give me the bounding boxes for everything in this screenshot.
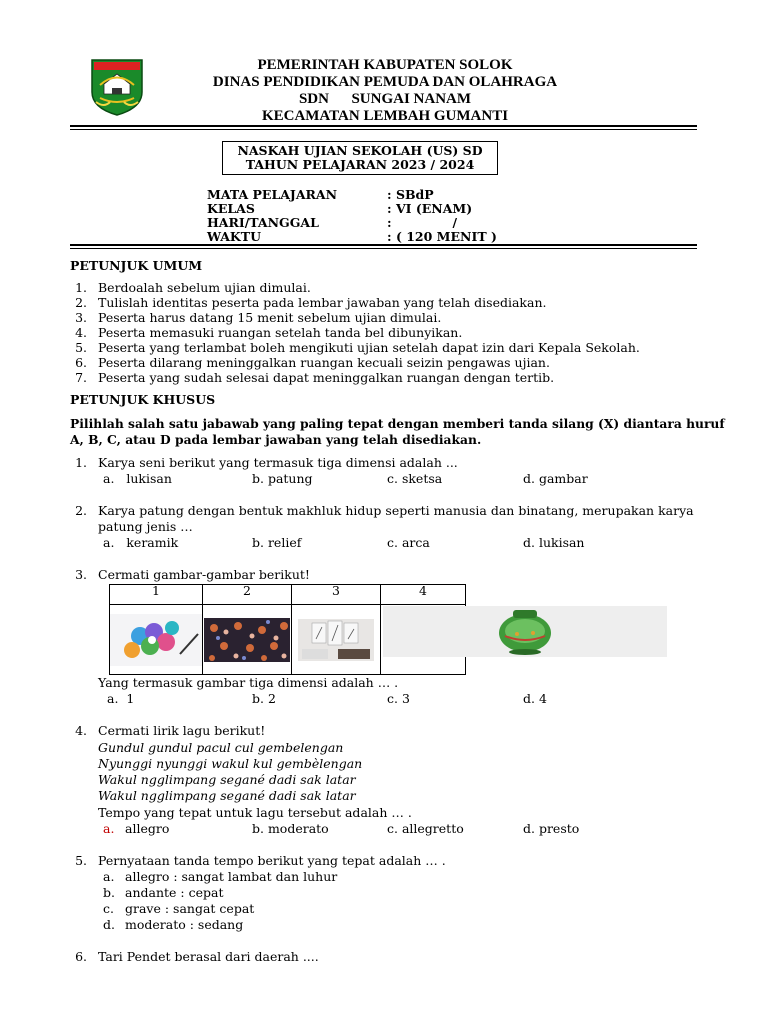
- q3-question: Yang termasuk gambar tiga dimensi adalah … .: [98, 675, 399, 690]
- umum-item-7: Peserta yang sudah selesai dapat meninggalkan ruangan dengan tertib.: [98, 370, 555, 385]
- q4-lyric-line-3: Wakul ngglimpang segané dadi sak latar: [98, 772, 356, 787]
- q4-option-c: c. allegretto: [387, 821, 464, 836]
- q3-col-header-3: 3: [292, 585, 381, 605]
- umum-num-6: 6.: [75, 355, 87, 370]
- q4-text: Cermati lirik lagu berikut!: [98, 723, 266, 738]
- header-line-2: DINAS PENDIDIKAN PEMUDA DAN OLAHRAGA: [212, 74, 558, 90]
- q4-question: Tempo yang tepat untuk lagu tersebut adalah … .: [98, 805, 412, 820]
- q6-text: Tari Pendet berasal dari daerah ....: [98, 949, 319, 964]
- q4-option-a-text: allegro: [125, 821, 170, 836]
- room-wall-painting-image: [298, 619, 374, 661]
- umum-num-3: 3.: [75, 310, 87, 325]
- q3-text: Cermati gambar-gambar berikut!: [98, 567, 310, 582]
- umum-item-6: Peserta dilarang meninggalkan ruangan kecuali seizin pengawas ujian.: [98, 355, 550, 370]
- q4-lyric-line-1: Gundul gundul pacul cul gembelengan: [98, 740, 344, 755]
- q3-image-cell-1: [110, 605, 203, 675]
- flower-painting-image: [110, 614, 202, 666]
- info-label-date: HARI/TANGGAL: [207, 215, 319, 230]
- school-prefix: SDN: [298, 91, 329, 107]
- q5-option-a-letter: a.: [103, 869, 115, 884]
- exam-title-line-1: NASKAH UJIAN SEKOLAH (US) SD: [237, 143, 483, 158]
- info-value-date: : /: [387, 215, 458, 230]
- q6-number: 6.: [75, 949, 87, 964]
- school-name: SUNGAI NANAM: [351, 91, 472, 107]
- header-rule-thin: [70, 129, 697, 130]
- header-line-3: [140, 91, 630, 108]
- q1-option-d: d. gambar: [523, 471, 588, 486]
- exam-title-line-2: TAHUN PELAJARAN 2023 / 2024: [245, 157, 475, 172]
- info-label-class: KELAS: [207, 201, 255, 216]
- q3-option-b: b. 2: [252, 691, 276, 706]
- info-label-subject: MATA PELAJARAN: [207, 187, 338, 202]
- q2-number: 2.: [75, 503, 87, 518]
- q3-option-d: d. 4: [523, 691, 547, 706]
- q1-option-b: b. patung: [252, 471, 313, 486]
- batik-pattern-image: [204, 618, 290, 662]
- q5-option-d-text: moderato : sedang: [125, 917, 244, 932]
- info-rule-thick: [70, 244, 697, 246]
- q3-number: 3.: [75, 567, 87, 582]
- q3-image-cell-2: [203, 605, 292, 675]
- info-rule-thin: [70, 248, 697, 249]
- exam-title-box: [222, 141, 498, 175]
- q5-option-c-letter: c.: [103, 901, 114, 916]
- khusus-instruction-line-1: Pilihlah salah satu jabawab yang paling tepat dengan memberi tanda silang (X) diantara huruf: [70, 416, 725, 431]
- q1-number: 1.: [75, 455, 87, 470]
- umum-num-2: 2.: [75, 295, 87, 310]
- section-title-umum: PETUNJUK UMUM: [70, 258, 203, 273]
- umum-item-1: Berdoalah sebelum ujian dimulai.: [98, 280, 311, 295]
- kabupaten-solok-logo: [90, 58, 144, 116]
- umum-item-3: Peserta harus datang 15 menit sebelum ujian dimulai.: [98, 310, 442, 325]
- info-value-time: : ( 120 MENIT ): [387, 229, 497, 244]
- header-rule-thick: [70, 125, 697, 127]
- q3-col-header-2: 2: [203, 585, 292, 605]
- info-value-subject: : SBdP: [387, 187, 434, 202]
- umum-num-4: 4.: [75, 325, 87, 340]
- q4-lyric-line-2: Nyunggi nyunggi wakul kul gembèlengan: [98, 756, 363, 771]
- q4-lyric-line-4: Wakul ngglimpang segané dadi sak latar: [98, 788, 356, 803]
- q5-option-b-text: andante : cepat: [125, 885, 224, 900]
- q3-option-c: c. 3: [387, 691, 410, 706]
- info-value-class: : VI (ENAM): [387, 201, 473, 216]
- header-line-1: PEMERINTAH KABUPATEN SOLOK: [257, 57, 513, 73]
- umum-num-5: 5.: [75, 340, 87, 355]
- q2-text-line-2: patung jenis …: [98, 519, 193, 534]
- q3-col-header-4: 4: [381, 585, 466, 605]
- q5-option-b-letter: b.: [103, 885, 115, 900]
- q5-number: 5.: [75, 853, 87, 868]
- q1-option-c: c. sketsa: [387, 471, 443, 486]
- q4-option-d: d. presto: [523, 821, 580, 836]
- q5-option-d-letter: d.: [103, 917, 115, 932]
- khusus-instruction-line-2: A, B, C, atau D pada lembar jawaban yang telah disediakan.: [70, 432, 482, 447]
- umum-num-7: 7.: [75, 370, 87, 385]
- q3-col-header-1: 1: [110, 585, 203, 605]
- q5-option-a-text: allegro : sangat lambat dan luhur: [125, 869, 338, 884]
- q4-number: 4.: [75, 723, 87, 738]
- vase-image-panel: [383, 606, 667, 657]
- green-vase-image: [383, 606, 667, 657]
- umum-item-2: Tulislah identitas peserta pada lembar jawaban yang telah disediakan.: [98, 295, 547, 310]
- umum-item-5: Peserta yang terlambat boleh mengikuti ujian setelah dapat izin dari Kepala Sekolah.: [98, 340, 640, 355]
- q4-option-a-letter: a.: [103, 821, 115, 836]
- q5-option-c-text: grave : sangat cepat: [125, 901, 255, 916]
- q5-text: Pernyataan tanda tempo berikut yang tepat adalah … .: [98, 853, 446, 868]
- q2-option-a: a. keramik: [103, 535, 179, 550]
- q2-text-line-1: Karya patung dengan bentuk makhluk hidup seperti manusia dan binatang, merupakan karya: [98, 503, 694, 518]
- q2-option-b: b. relief: [252, 535, 302, 550]
- q3-option-a: a. 1: [107, 691, 135, 706]
- q1-option-a: a. lukisan: [103, 471, 172, 486]
- info-label-time: WAKTU: [207, 229, 262, 244]
- q1-text: Karya seni berikut yang termasuk tiga dimensi adalah ...: [98, 455, 458, 470]
- q2-option-c: c. arca: [387, 535, 430, 550]
- umum-num-1: 1.: [75, 280, 87, 295]
- q4-option-b: b. moderato: [252, 821, 329, 836]
- section-title-khusus: PETUNJUK KHUSUS: [70, 392, 216, 407]
- umum-item-4: Peserta memasuki ruangan setelah tanda bel dibunyikan.: [98, 325, 463, 340]
- q2-option-d: d. lukisan: [523, 535, 585, 550]
- q3-image-cell-3: [292, 605, 381, 675]
- header-line-4: KECAMATAN LEMBAH GUMANTI: [261, 108, 509, 124]
